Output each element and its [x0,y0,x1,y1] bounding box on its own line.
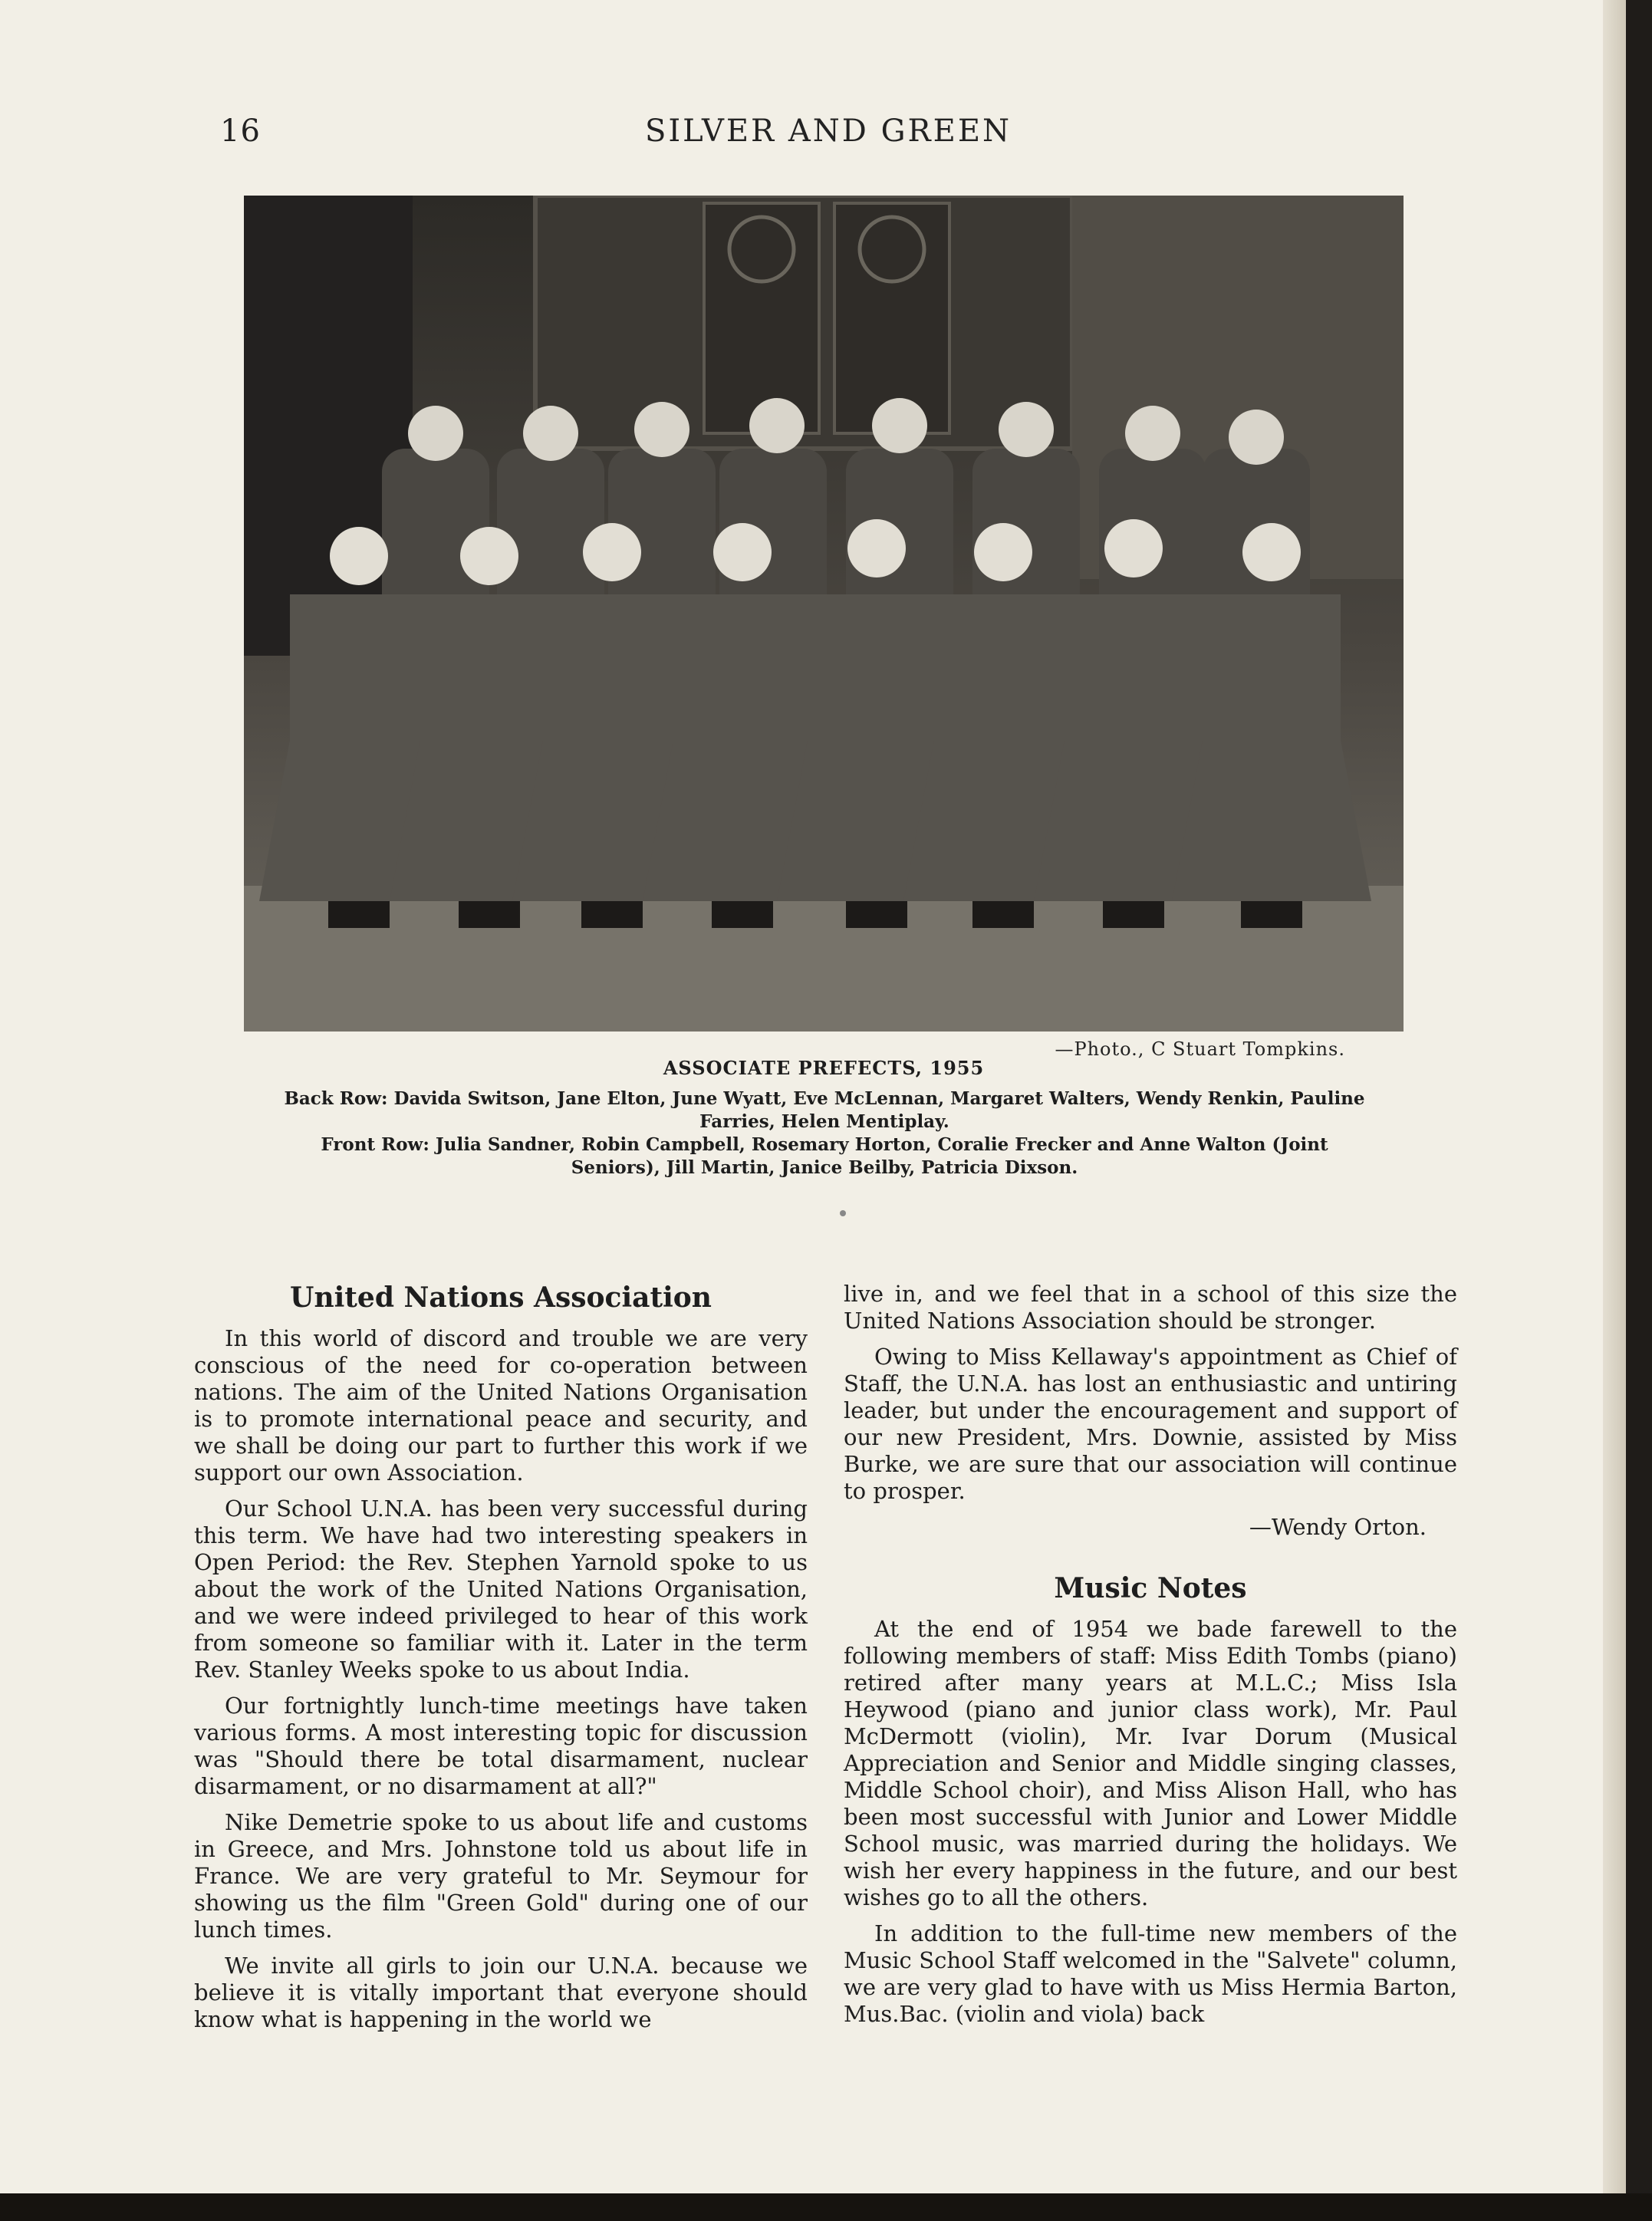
music-paragraph: At the end of 1954 we bade farewell to the following members of staff: Miss Edith Tombs (piano) retired after many years at M.L.C.; Miss Isla Heywood (piano and junior class work), Mr. Paul McDermott (violin), Mr. Ivar Dorum (Musical Appreciation and Senior and Middle singing classes, Middle School choir), and Miss Alison Hall, who has been most successful with Junior and Lower Middle School music, was married during the holidays. We wish her every happiness in the future, and our best wishes go to all the others. [844,1616,1457,1910]
una-paragraph: Our fortnightly lunch-time meetings have taken various forms. A most interesting topic for discussion was "Should there be total disarmament, nuclear disarmament, or no disarmament at all?" [194,1693,808,1799]
una-paragraph: Our School U.N.A. has been very successful during this term. We have had two interesting speakers in Open Period: the Rev. Stephen Yarnold spoke to us about the work of the United Nations Organisation, and we were indeed privileged to hear of this work from someone so familiar with it. Later in the term Rev. Stanley Weeks spoke to us about India. [194,1495,808,1683]
page-edge [1603,0,1626,2193]
caption-title: ASSOCIATE PREFECTS, 1955 [663,1057,985,1079]
caption-back-row [276,1087,1373,1134]
back-row-label: Back Row: [284,1088,388,1109]
una-heading: United Nations Association [290,1282,712,1314]
left-column [194,1281,808,2042]
music-heading: Music Notes [1054,1572,1247,1604]
una-continuation: Owing to Miss Kellaway's appointment as Chief of Staff, the U.N.A. has lost an enthusiastic and untiring leader, but under the encouragement and support of our new President, Mrs. Downie, assisted by Miss Burke, we are sure that our association will continue to prosper. [844,1344,1457,1504]
front-row-label: Front Row: [321,1134,429,1155]
music-paragraph: In addition to the full-time new members of the Music School Staff welcomed in the "Salvete" column, we are very glad to have with us Miss Hermia Barton, Mus.Bac. (violin and viola) back [844,1920,1457,2027]
front-row-names: Julia Sandner, Robin Campbell, Rosemary Horton, Coralie Frecker and Anne Walton (Joint Seniors), Jill Martin, Janice Beilby, Patricia Dixson. [435,1134,1328,1178]
una-paragraph: Nike Demetrie spoke to us about life and customs in Greece, and Mrs. Johnstone told us about life in France. We are very grateful to Mr. Seymour for showing us the film "Green Gold" during one of our lunch times. [194,1809,808,1943]
running-title: SILVER AND GREEN [644,114,1012,149]
una-continuation: live in, and we feel that in a school of this size the United Nations Association should be stronger. [844,1281,1457,1334]
una-paragraph: In this world of discord and trouble we are very conscious of the need for co-operation between nations. The aim of the United Nations Organisation is to promote international peace and security, and we shall be doing our part to further this work if we support our own Association. [194,1325,808,1486]
una-paragraph: We invite all girls to join our U.N.A. because we believe it is vitally important that everyone should know what is happening in the world we [194,1953,808,2032]
caption-front-row [276,1134,1373,1180]
photo-credit: —Photo., C Stuart Tompkins. [1055,1038,1345,1060]
back-row-names: Davida Switson, Jane Elton, June Wyatt, Eve McLennan, Margaret Walters, Wendy Renkin, Pauline Farries, Helen Mentiplay. [393,1088,1365,1132]
scan-border [0,2193,1652,2221]
page-number: 16 [220,114,261,149]
una-signature: —Wendy Orton. [1249,1514,1427,1540]
right-column [844,1281,1457,2037]
group-photo [244,196,1404,1032]
decorative-dot [840,1210,846,1216]
